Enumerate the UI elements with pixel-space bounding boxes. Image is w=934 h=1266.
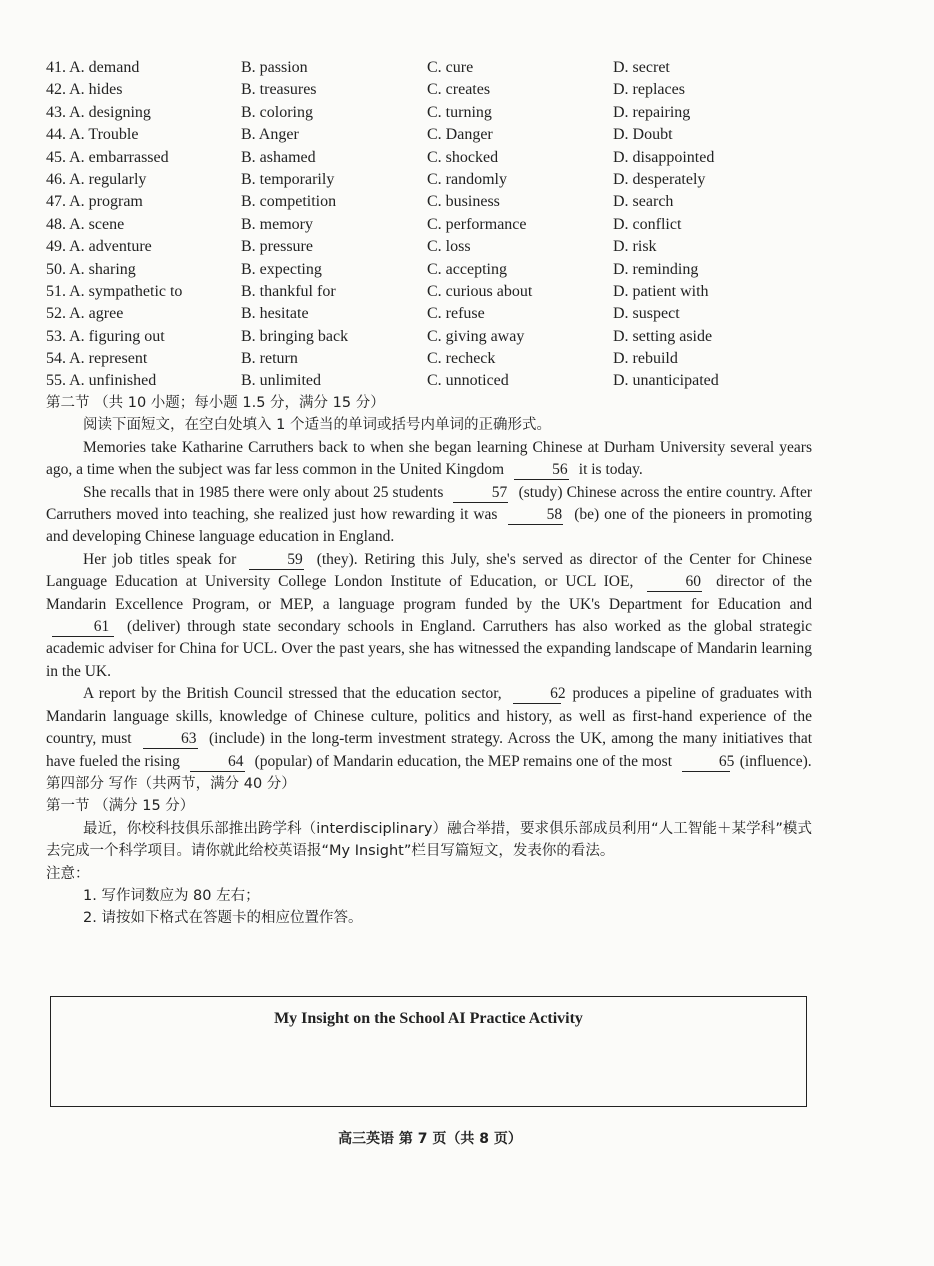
blank-65[interactable]: 65 (682, 753, 730, 772)
section2-heading: 第二节 （共 10 小题；每小题 1.5 分，满分 15 分） (46, 395, 385, 411)
option-d[interactable]: D. replaces (613, 81, 685, 99)
option-row (46, 370, 846, 392)
option-c[interactable]: C. giving away (427, 327, 525, 345)
option-b[interactable]: B. competition (241, 193, 337, 211)
blank-62[interactable]: 62 (513, 685, 561, 704)
option-b[interactable]: B. thankful for (241, 282, 336, 300)
option-d[interactable]: D. Doubt (613, 126, 673, 144)
option-row (46, 169, 846, 191)
option-b[interactable]: B. bringing back (241, 327, 349, 345)
passage-paragraph-2 (46, 482, 812, 549)
option-c[interactable]: C. Danger (427, 126, 493, 144)
option-row (46, 236, 846, 258)
option-row (46, 124, 846, 146)
option-c[interactable]: C. accepting (427, 260, 507, 278)
option-b[interactable]: B. hesitate (241, 305, 309, 323)
option-c[interactable]: C. performance (427, 215, 527, 233)
option-a[interactable]: 41. A. demand (46, 59, 140, 76)
note-2: 2. 请按如下格式在答题卡的相应位置作答。 (83, 910, 363, 927)
p2-text-2: (study) Chinese across the entire country. After Carruthers moved into teaching, she realized just how rewarding it was (46, 483, 813, 524)
p4-text-1: A report by the British Council stressed that the education sector, (83, 685, 502, 703)
p4-text-4: (popular) of Mandarin education, the MEP remains one of the most (254, 752, 672, 770)
option-d[interactable]: D. suspect (613, 305, 680, 323)
page-footer: 高三英语 第 7 页（共 8 页） (338, 1131, 522, 1147)
option-d[interactable]: D. conflict (613, 215, 682, 233)
option-row (46, 79, 846, 101)
option-a[interactable]: 52. A. agree (46, 305, 124, 323)
option-d[interactable]: D. search (613, 193, 674, 211)
option-c[interactable]: C. creates (427, 81, 491, 99)
option-b[interactable]: B. unlimited (241, 372, 321, 390)
p1-text-end: it is today. (578, 461, 643, 479)
option-a[interactable]: 43. A. designing (46, 103, 151, 121)
option-row (46, 214, 846, 236)
option-row (46, 147, 846, 169)
blank-60[interactable]: 60 (647, 573, 702, 592)
option-b[interactable]: B. ashamed (241, 148, 316, 166)
option-row (46, 259, 846, 281)
p4-text-2: produces a pipeline of graduates with Mandarin language skills, knowledge of Chinese culture, politics and history, as well as first-hand experience of the country, must (46, 685, 813, 748)
blank-61[interactable]: 61 (52, 618, 114, 637)
option-row (46, 348, 846, 370)
p4-text-5: (influence). (739, 752, 812, 770)
option-a[interactable]: 45. A. embarrassed (46, 148, 169, 166)
option-d[interactable]: D. reminding (613, 260, 699, 278)
option-c[interactable]: C. unnoticed (427, 372, 509, 390)
option-a[interactable]: 46. A. regularly (46, 170, 147, 188)
option-a[interactable]: 53. A. figuring out (46, 327, 165, 345)
passage-paragraph-4 (46, 683, 812, 773)
blank-64[interactable]: 64 (190, 753, 245, 772)
option-c[interactable]: C. cure (427, 59, 474, 76)
blank-56[interactable]: 56 (514, 461, 569, 480)
option-d[interactable]: D. desperately (613, 170, 706, 188)
section-2 (46, 392, 812, 930)
option-b[interactable]: B. return (241, 350, 298, 368)
option-c[interactable]: C. business (427, 193, 500, 211)
option-a[interactable]: 49. A. adventure (46, 238, 152, 256)
p3-text-3: director of the Mandarin Excellence Program, or MEP, a language program funded by the UK's Department for Education and (46, 573, 813, 613)
options-table (46, 57, 846, 393)
option-a[interactable]: 42. A. hides (46, 81, 123, 99)
option-row (46, 281, 846, 303)
option-b[interactable]: B. memory (241, 215, 313, 233)
option-row (46, 102, 846, 124)
notice-label: 注意： (46, 865, 90, 882)
p3-text-2: (they). Retiring this July, she's served as director of the Center for Chinese Language Education at University College London Institute of Education, or UCL IOE, (46, 550, 813, 591)
option-row (46, 191, 846, 213)
option-row (46, 57, 846, 79)
p4-text-3: (include) in the long-term investment strategy. Across the UK, among the many initiatives that have fueled the rising (46, 730, 813, 770)
blank-63[interactable]: 63 (143, 730, 198, 749)
p2-text-3: (be) one of the pioneers in promoting and developing Chinese language education in England. (46, 506, 812, 546)
blank-58[interactable]: 58 (508, 506, 563, 525)
p2-text-1: She recalls that in 1985 there were only about 25 students (83, 483, 444, 501)
option-b[interactable]: B. Anger (241, 126, 299, 144)
note-1: 1. 写作词数应为 80 左右； (83, 887, 260, 904)
option-b[interactable]: B. pressure (241, 238, 313, 256)
option-c[interactable]: C. recheck (427, 350, 496, 368)
option-c[interactable]: C. refuse (427, 305, 485, 323)
option-d[interactable]: D. unanticipated (613, 372, 719, 390)
option-c[interactable]: C. shocked (427, 148, 499, 166)
option-d[interactable]: D. rebuild (613, 350, 678, 368)
blank-59[interactable]: 59 (249, 551, 304, 570)
answer-box-title: My Insight on the School AI Practice Activity (274, 1010, 583, 1027)
blank-57[interactable]: 57 (453, 484, 508, 503)
option-b[interactable]: B. temporarily (241, 170, 335, 188)
option-a[interactable]: 55. A. unfinished (46, 372, 157, 390)
passage-paragraph-1 (46, 437, 812, 482)
answer-box[interactable] (50, 996, 807, 1107)
p1-text: Memories take Katharine Carruthers back to when she began learning Chinese at Durham University several years ago, a time when the subject was far less common in the United Kingdom (46, 438, 812, 479)
passage-paragraph-3 (46, 549, 812, 683)
section2-instruction: 阅读下面短文，在空白处填入 1 个适当的单词或括号内单词的正确形式。 (83, 417, 551, 434)
part4-section1: 第一节 （满分 15 分） (46, 798, 195, 815)
option-a[interactable]: 51. A. sympathetic to (46, 282, 183, 300)
option-d[interactable]: D. repairing (613, 103, 691, 121)
option-d[interactable]: D. setting aside (613, 327, 713, 345)
option-d[interactable]: D. disappointed (613, 148, 715, 166)
option-b[interactable]: B. treasures (241, 81, 317, 99)
part4-heading: 第四部分 写作（共两节，满分 40 分） (46, 775, 296, 792)
option-a[interactable]: 48. A. scene (46, 215, 125, 233)
option-a[interactable]: 44. A. Trouble (46, 126, 139, 144)
option-a[interactable]: 47. A. program (46, 193, 143, 211)
option-d[interactable]: D. patient with (613, 282, 709, 300)
option-c[interactable]: C. randomly (427, 170, 507, 188)
option-d[interactable]: D. secret (613, 59, 670, 76)
option-b[interactable]: B. coloring (241, 103, 313, 121)
option-a[interactable]: 54. A. represent (46, 350, 148, 368)
option-c[interactable]: C. loss (427, 238, 471, 256)
option-b[interactable]: B. expecting (241, 260, 322, 278)
option-row (46, 303, 846, 325)
p3-text-4: (deliver) through state secondary schools in England. Carruthers has also worked as the global strategic academic adviser for China for UCL. Over the past years, she has witnessed the expanding landscape of Mandarin learning in the UK. (46, 618, 812, 680)
option-row (46, 326, 846, 348)
option-c[interactable]: C. curious about (427, 282, 533, 300)
writing-prompt: 最近，你校科技俱乐部推出跨学科（interdisciplinary）融合举措，要求俱乐部成员利用“人工智能＋某学科”模式去完成一个科学项目。请你就此给校英语报“My Insight”栏目写篇短文，发表你的看法。 (46, 820, 812, 860)
option-b[interactable]: B. passion (241, 59, 308, 76)
option-a[interactable]: 50. A. sharing (46, 260, 136, 278)
option-c[interactable]: C. turning (427, 103, 492, 121)
p3-text-1: Her job titles speak for (83, 550, 237, 568)
option-d[interactable]: D. risk (613, 238, 657, 256)
